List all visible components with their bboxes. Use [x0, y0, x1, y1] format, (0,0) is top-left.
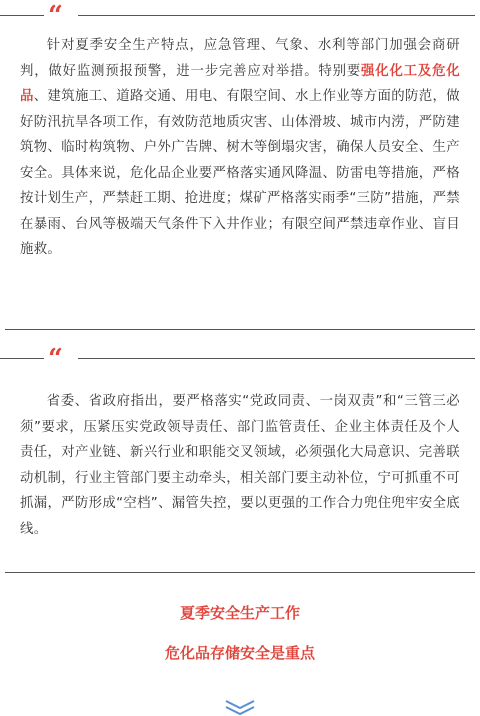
paragraph-text-continued: 、建筑施工、道路交通、用电、有限空间、水上作业等方面的防范，做好防汛抗旱各项工作，有效防范地质灾害、山体滑坡、城市内涝，严防建筑物、临时构筑物、户外广告牌、树木等倒塌灾害，确保人员安全、生产安全。具体来说，危化品企业要严格落实通风降温、防雷电等措施，严格按计划生产，严禁赶工期、抢进度；煤矿严格落实雨季“三防”措施，严禁在暴雨、台风等极端天气条件下入井作业；有限空间严禁违章作业、盲目施救。	[20, 89, 460, 257]
paragraph-text: 针对夏季安全生产特点，应急管理、气象、水利等部门加强会商研判，做好监测预报预警，进一步完善应对举措。特别要	[20, 38, 460, 79]
paragraph-text: 省委、省政府指出，要严格落实“党政同责、一岗双责”和“三管三必须”要求，压紧压实党政领导责任、部门监管责任、企业主体责任及个人责任，对产业链、新兴行业和职能交叉领域，必须强化大局意识、完善联动机制，行业主管部门要主动牵头，相关部门要主动补位，宁可抓重不可抓漏，严防形成“空档”、漏管失控，要以更强的工作合力兜住兜牢安全底线。	[20, 394, 460, 537]
highlighted-text: 强化化工及危化品	[20, 63, 460, 104]
left-double-quote-icon: “	[48, 344, 60, 374]
footer-title-line-1: 夏季安全生产工作	[179, 604, 300, 622]
double-chevron-down-icon	[222, 698, 258, 716]
body-paragraph-1	[20, 33, 460, 263]
divider-line-left	[0, 15, 44, 16]
divider-line-left	[0, 358, 44, 359]
divider-line-right	[78, 15, 475, 16]
section-divider-top	[0, 1, 480, 31]
section-divider-middle	[0, 344, 480, 374]
left-double-quote-icon: “	[48, 1, 60, 31]
footer-title-line-2: 危化品存储安全是重点	[164, 644, 315, 662]
body-paragraph-2	[20, 389, 460, 542]
divider-line-right	[78, 358, 475, 359]
section-rule	[5, 572, 475, 573]
section-rule	[5, 329, 475, 330]
